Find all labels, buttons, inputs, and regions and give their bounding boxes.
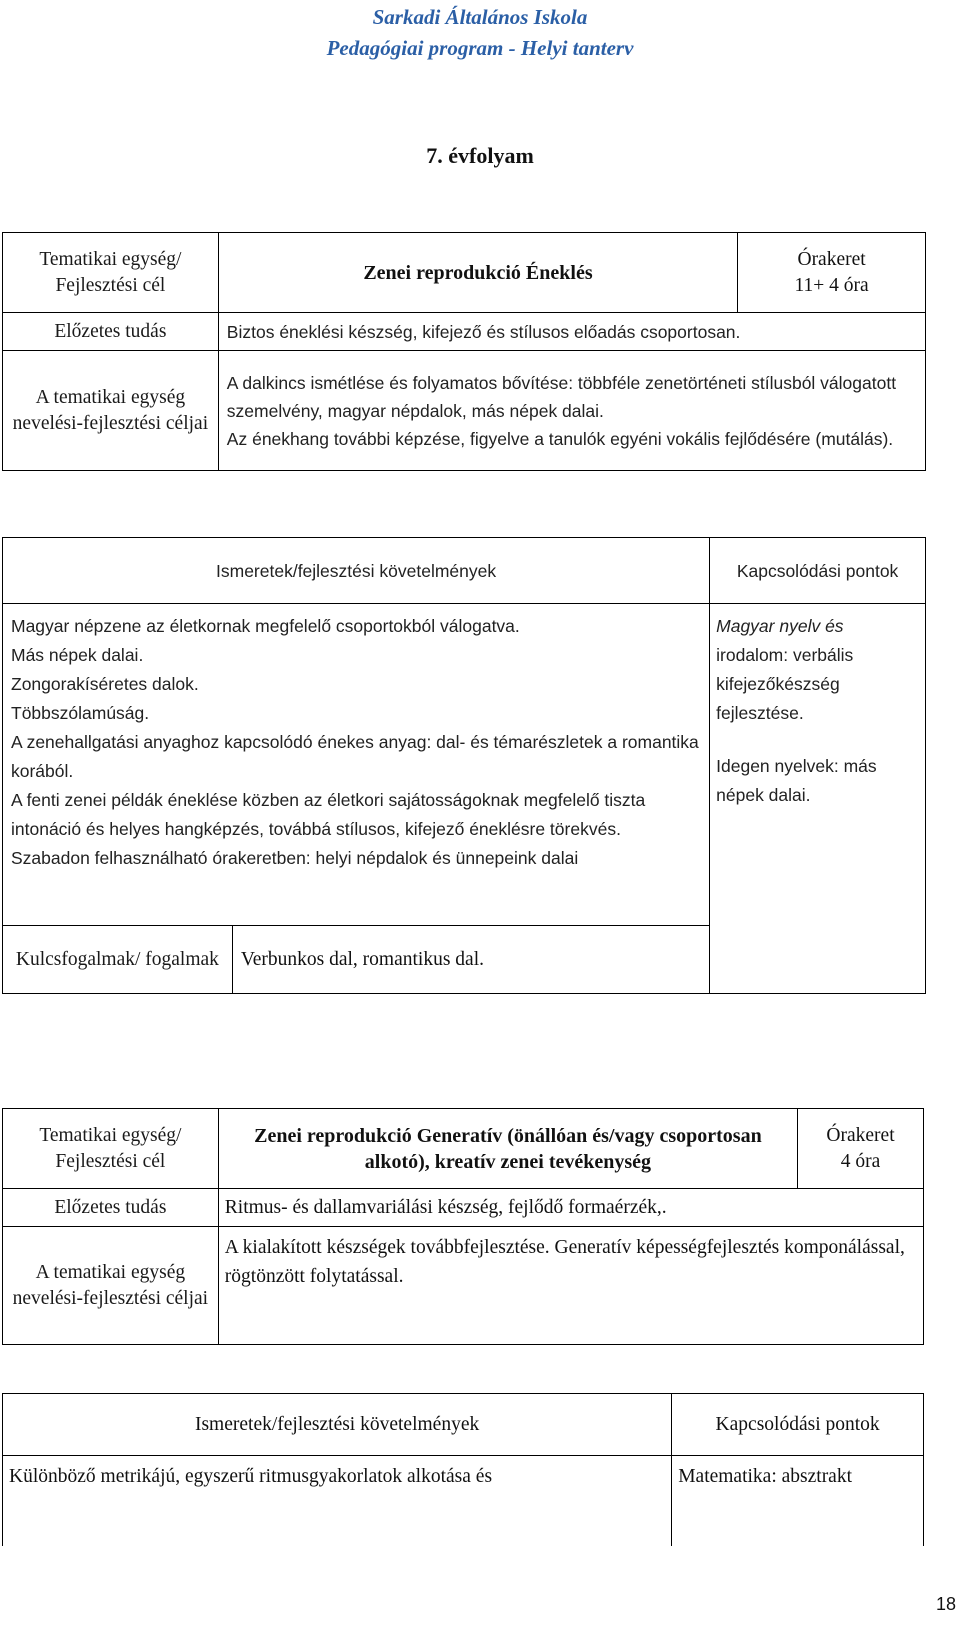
req2-first-line: Különböző metrikájú, egyszerű ritmusgyakorlatok alkotása és xyxy=(3,1456,672,1546)
page-number: 18 xyxy=(935,1594,956,1614)
req1-link-1-italic: Magyar nyelv és xyxy=(716,616,844,636)
req1-line-4: Többszólamúság. xyxy=(11,703,150,723)
req1-keywords-label: Kulcsfogalmak/ fogalmak xyxy=(3,926,233,994)
document-header xyxy=(0,2,960,64)
req1-line-6: A fenti zenei példák éneklése közben az életkori sajátosságoknak megfelelő tiszta intonáció és helyes hangképzés, továbbá stílusos, kifejező éneklésre törekvés. xyxy=(11,790,646,839)
req1-line-7: Szabadon felhasználható órakeretben: helyi népdalok és ünnepeink dalai xyxy=(11,848,579,868)
unit1-goals-1: A dalkincs ismétlése és folyamatos bővítése: többféle zenetörténeti stílusból válogatott szemelvény, magyar népdalok, más népek dalai. xyxy=(226,372,897,421)
unit1-hours-label: Órakeret xyxy=(797,248,866,270)
req2-head-requirements: Ismeretek/fejlesztési követelmények xyxy=(3,1394,672,1456)
req1-table xyxy=(2,537,926,994)
req2-first-link: Matematika: absztrakt xyxy=(672,1456,924,1546)
unit1-table xyxy=(2,232,926,471)
req2-head-links: Kapcsolódási pontok xyxy=(672,1394,924,1456)
req1-link-2: Idegen nyelvek: más népek dalai. xyxy=(716,756,877,805)
unit1-goals-2: Az énekhang további képzése, figyelve a tanulók egyéni vokális fejlődésére (mutálás). xyxy=(226,428,894,449)
grade-title: 7. évfolyam xyxy=(426,143,534,168)
unit1-goals-label: A tematikai egység nevelési-fejlesztési céljai xyxy=(3,351,219,471)
unit2-goals-label: A tematikai egység nevelési-fejlesztési céljai xyxy=(3,1227,219,1345)
unit2-theme-label: Tematikai egység/ Fejlesztési cél xyxy=(3,1109,219,1189)
unit2-goals: A kialakított készségek továbbfejlesztése. Generatív képességfejlesztés komponálással, rögtönzött folytatással. xyxy=(218,1227,923,1345)
unit1-theme-label: Tematikai egység/ Fejlesztési cél xyxy=(3,233,219,313)
program-name: Pedagógiai program - Helyi tanterv xyxy=(326,36,634,60)
unit1-prior-label: Előzetes tudás xyxy=(3,313,219,351)
req1-line-5: A zenehallgatási anyaghoz kapcsolódó énekes anyag: dal- és témarészletek a romantika korából. xyxy=(11,732,699,781)
unit2-prior: Ritmus- és dallamvariálási készség, fejlődő formaérzék,. xyxy=(218,1189,923,1227)
req1-line-1: Magyar népzene az életkornak megfelelő csoportokból válogatva. xyxy=(11,616,520,636)
req1-link-1-rest: irodalom: verbális kifejezőkészség fejlesztése. xyxy=(716,645,854,723)
school-name: Sarkadi Általános Iskola xyxy=(372,5,588,29)
unit2-title: Zenei reprodukció Generatív (önállóan és/vagy csoportosan alkotó), kreatív zenei tevékenység xyxy=(218,1109,797,1189)
unit1-prior: Biztos éneklési készség, kifejező és stílusos előadás csoportosan. xyxy=(218,313,925,351)
unit2-hours xyxy=(798,1109,924,1189)
unit2-prior-label: Előzetes tudás xyxy=(3,1189,219,1227)
req1-link-1 xyxy=(716,612,919,728)
req1-line-2: Más népek dalai. xyxy=(11,645,144,665)
req1-line-3: Zongorakíséretes dalok. xyxy=(11,674,199,694)
unit2-table xyxy=(2,1108,924,1345)
unit1-hours xyxy=(738,233,926,313)
unit2-hours-value: 4 óra xyxy=(840,1150,881,1172)
req1-head-requirements: Ismeretek/fejlesztési követelmények xyxy=(3,538,710,604)
unit2-hours-label: Órakeret xyxy=(826,1124,895,1146)
req1-head-links: Kapcsolódási pontok xyxy=(710,538,926,604)
req1-keywords: Verbunkos dal, romantikus dal. xyxy=(232,926,709,994)
req1-links xyxy=(710,604,926,994)
req1-content xyxy=(3,604,710,926)
unit1-goals xyxy=(218,351,925,471)
req2-table xyxy=(2,1393,924,1546)
unit1-hours-value: 11+ 4 óra xyxy=(794,274,869,296)
unit1-title: Zenei reprodukció Éneklés xyxy=(218,233,737,313)
